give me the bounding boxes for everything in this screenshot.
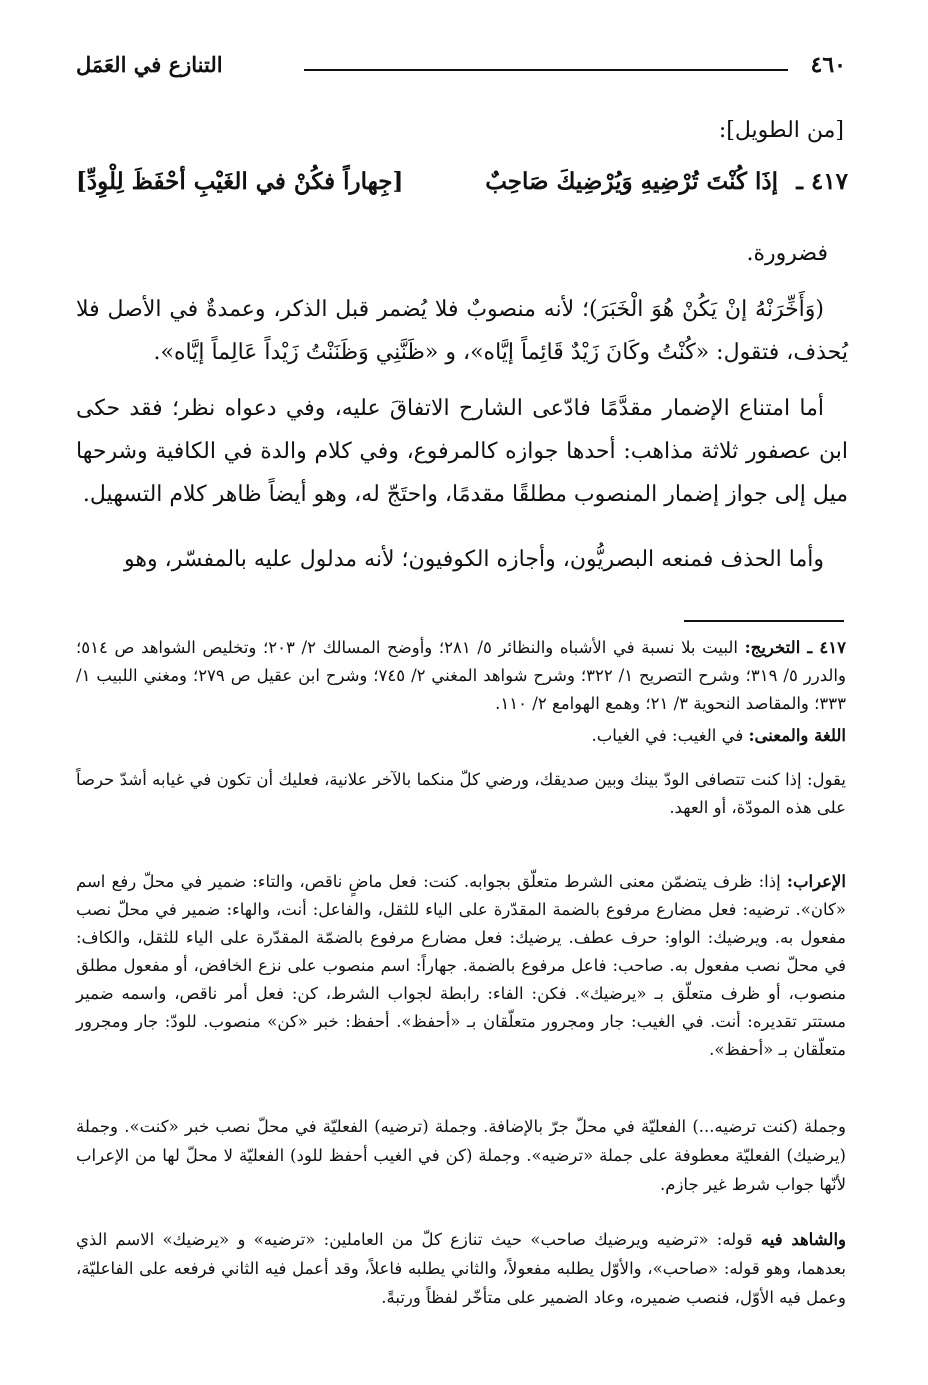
footnote-maana — [76, 766, 846, 822]
darura-line: فضرورة. — [746, 241, 828, 266]
poetry-verse — [76, 168, 848, 208]
shahid-text: قوله: «ترضيه ويرضيك صاحب» حيث تنازع كلّ من العاملين: «ترضيه» و «يرضيك» الاسم الذي بعدهما، وهو قوله: «صاحب»، والأوّل يطلبه مفعولاً، والثاني يطلبه فاعلاً، وقد أعمل فيه الثاني فرفعه على الفاعليّة، وعمل فيه الأوّل، فنصب ضميره، وعاد الضمير على متأخّر لفظاً ورتبةً. — [76, 1230, 846, 1307]
verse-number: ٤١٧ ـ — [796, 168, 848, 195]
running-header — [76, 52, 846, 92]
paragraph-text: (وَأَخِّرَنْهُ إنْ يَكُنْ هُوَ الْخَبَرَ)؛ لأنه منصوبٌ فلا يُضمر قبل الذكر، وعمدةٌ في الأصل فلا يُحذف، فتقول: «كُنْتُ وكَانَ زَيْدٌ قَائِماً إيَّاه»، و «ظَنَّنِي وَظَنَنْتُ زَيْداً عَالِماً إيَّاه». — [76, 297, 848, 365]
maana-text: يقول: إذا كنت تتصافى الودّ بينك وبين صديقك، ورضي كلّ منكما بالآخر علانية، فعليك أن تكون في غيابه أشدّ حرصاً على هذه المودّة، أو العهد. — [76, 770, 846, 817]
footnote-shahid — [76, 1225, 846, 1312]
footnote-irab — [76, 868, 846, 1064]
chapter-title: التنازع في العَمَل — [76, 52, 223, 77]
second-hemistich: [جِهاراً فكُنْ في الغَيْبِ أحْفَظَ لِلْوِدِّ] — [76, 168, 404, 195]
first-hemistich: إذَا كُنْتَ تُرْضِيهِ وَيُرْضِيكَ صَاحِبٌ — [485, 168, 778, 195]
paragraph-text: وأما الحذف فمنعه البصريُّون، وأجازه الكوفيون؛ لأنه مدلول عليه بالمفسّر، وهو — [124, 547, 824, 572]
meter-label: [من الطويل]: — [718, 118, 844, 143]
irab-label: الإعراب: — [786, 872, 847, 891]
body-paragraph-1 — [76, 288, 848, 374]
lugha-label: اللغة والمعنى: — [748, 726, 846, 745]
footnote-lugha — [76, 722, 846, 750]
jumal-text: وجملة (كنت ترضيه...) الفعليّة في محلّ جرّ بالإضافة. وجملة (ترضيه) الفعليّة في محلّ نصب خبر «كنت». وجملة (يرضيك) الفعليّة معطوفة على جملة «ترضيه». وجملة (كن في الغيب أحفظ للود) الفعليّة لا محلّ لها من الإعراب لأنّها جواب شرط غير جازم. — [76, 1117, 846, 1194]
takhrij-label: ٤١٧ ـ التخريج: — [744, 638, 846, 657]
footnote-jumal — [76, 1112, 846, 1199]
lugha-text: في الغيب: في الغياب. — [591, 726, 744, 745]
irab-text: إذا: ظرف يتضمّن معنى الشرط متعلّق بجوابه. كنت: فعل ماضٍ ناقص، والتاء: ضمير في محلّ رفع اسم «كان». ترضيه: فعل مضارع مرفوع بالضمة المقدّرة على الياء للثقل، والفاعل: أنت، والهاء: ضمير في محلّ نصب مفعول به. ويرضيك: الواو: حرف عطف. يرضيك: فعل مضارع مرفوع بالضمّة المقدّرة على الياء للثقل، والكاف: في محلّ نصب مفعول به. صاحب: فاعل مرفوع بالضمة. جهاراً: اسم منصوب على نزع الخافض، أو مفعول مطلق منصوب، أو ظرف متعلّق بـ «يرضيك». فكن: الفاء: رابطة لجواب الشرط، كن: فعل أمر ناقص، واسمه ضمير مستتر تقديره: أنت. في الغيب: جار ومجرور متعلّقان بـ «أحفظ». أحفظ: خبر «كن» منصوب. للودّ: جار ومجرور متعلّقان بـ «أحفظ». — [76, 872, 846, 1059]
shahid-label: والشاهد فيه — [760, 1230, 847, 1249]
body-paragraph-3 — [76, 538, 848, 581]
footnote-takhrij — [76, 634, 846, 718]
paragraph-text: أما امتناع الإضمار مقدَّمًا فادّعى الشارح الاتفاقَ عليه، وفي دعواه نظر؛ فقد حكى ابن عصفور ثلاثة مذاهب: أحدها جوازه كالمرفوع، وفي كلام والدة في الكافية وشرحها ميل إلى جواز إضمار المنصوب مطلقًا مقدمًا، واحتَجّ له، وهو أيضاً ظاهر كلام التسهيل. — [76, 396, 848, 507]
takhrij-text: البيت بلا نسبة في الأشباه والنظائر ٥/ ٢٨١؛ وأوضح المسالك ٢/ ٢٠٣؛ وتخليص الشواهد ص ٥١٤؛ والدرر ٥/ ٣١٩؛ وشرح التصريح ١/ ٣٢٢؛ وشرح شواهد المغني ٢/ ٧٤٥؛ وشرح ابن عقيل ص ٢٧٩؛ ومغني اللبيب ١/ ٣٣٣؛ والمقاصد النحوية ٣/ ٢١؛ وهمع الهوامع ٢/ ١١٠. — [76, 638, 846, 713]
header-rule — [304, 69, 788, 71]
body-paragraph-2 — [76, 387, 848, 516]
footnote-rule — [684, 620, 844, 622]
page-number: ٤٦٠ — [810, 52, 846, 78]
